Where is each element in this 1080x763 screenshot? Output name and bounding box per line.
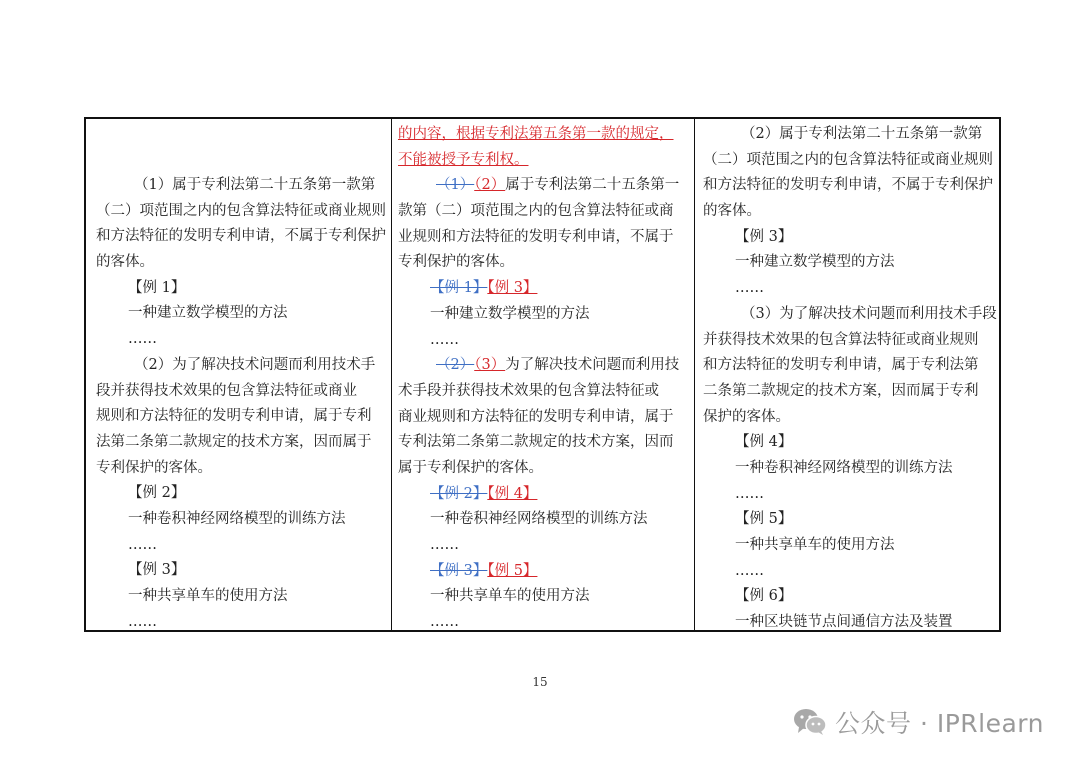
example-label <box>398 482 686 508</box>
text-line: （二）项范围之内的包含算法特征或商业规则 <box>703 151 993 168</box>
deleted-text: （2） <box>436 357 475 374</box>
text-line: 和方法特征的发明专利申请，不属于专利保护 <box>96 228 386 245</box>
column-revision-marked <box>392 119 695 630</box>
deleted-text: （1） <box>436 177 475 194</box>
ellipsis: …… <box>735 280 764 297</box>
column-original <box>86 119 392 630</box>
text-line: 保护的客体。 <box>703 408 790 425</box>
example-text: 一种共享单车的使用方法 <box>735 537 895 553</box>
ellipsis: …… <box>430 331 459 348</box>
text-line <box>398 353 686 379</box>
text-line: （二）项范围之内的包含算法特征或商业规则 <box>96 202 386 219</box>
example-text: 一种建立数学模型的方法 <box>128 305 288 322</box>
text-span: 属于专利法第二十五条第一 <box>505 177 680 194</box>
text-line: 属于专利保护的客体。 <box>398 459 543 476</box>
example-label: 【例 6】 <box>735 588 793 605</box>
text-line: （2）为了解决技术问题而利用技术手 <box>134 356 376 373</box>
text-line: 段并获得技术效果的包含算法特征或商业 <box>96 382 357 399</box>
example-label: 【例 3】 <box>128 562 186 579</box>
example-label: 【例 4】 <box>735 434 793 451</box>
example-label: 【例 1】 <box>128 279 186 296</box>
example-label: 【例 3】 <box>735 228 793 245</box>
inserted-text: 不能被授予专利权。 <box>398 151 529 168</box>
text-line: 专利保护的客体。 <box>398 254 514 271</box>
ellipsis: …… <box>128 536 157 553</box>
example-label <box>398 559 686 585</box>
inserted-text: 【例 3】 <box>487 280 538 297</box>
text-line: （3）为了解决技术问题而利用技术手段 <box>741 305 997 322</box>
deleted-text: 【例 1】 <box>430 280 488 297</box>
deleted-text: 【例 3】 <box>430 562 488 579</box>
example-text: 一种卷积神经网络模型的训练方法 <box>128 510 346 527</box>
text-line: 专利法第二条第二款规定的技术方案，因而 <box>398 434 674 451</box>
ellipsis: …… <box>430 614 459 630</box>
example-text: 一种区块链节点间通信方法及装置 <box>735 614 953 630</box>
text-line: （2）属于专利法第二十五条第一款第 <box>741 126 983 142</box>
example-label: 【例 2】 <box>128 485 186 502</box>
inserted-text: 【例 5】 <box>487 562 538 579</box>
example-label <box>398 276 686 302</box>
ellipsis: …… <box>735 485 764 502</box>
text-line: 专利保护的客体。 <box>96 459 212 476</box>
ellipsis: …… <box>735 562 764 579</box>
text-line: 款第（二）项范围之内的包含算法特征或商 <box>398 203 674 220</box>
text-line: 术手段并获得技术效果的包含算法特征或 <box>398 382 659 399</box>
example-text: 一种共享单车的使用方法 <box>430 588 590 605</box>
text-line: 商业规则和方法特征的发明专利申请，属于 <box>398 408 674 425</box>
deleted-text: 【例 2】 <box>430 485 488 502</box>
text-line <box>398 173 686 199</box>
inserted-text: 【例 4】 <box>487 485 538 502</box>
text-line: （1）属于专利法第二十五条第一款第 <box>134 177 376 193</box>
example-text: 一种建立数学模型的方法 <box>430 305 590 322</box>
inserted-text: 的内容，根据专利法第五条第一款的规定， <box>398 126 674 142</box>
text-line: 法第二条第二款规定的技术方案，因而属于 <box>96 433 372 450</box>
example-label: 【例 5】 <box>735 511 793 528</box>
text-line: 的客体。 <box>96 254 154 271</box>
ellipsis: …… <box>430 537 459 553</box>
text-line: 并获得技术效果的包含算法特征或商业规则 <box>703 331 979 348</box>
ellipsis: …… <box>128 331 157 348</box>
ellipsis: …… <box>128 613 157 630</box>
inserted-text: （3） <box>474 357 506 374</box>
text-span: 为了解决技术问题而利用技 <box>505 357 680 374</box>
text-line: 的客体。 <box>703 203 761 220</box>
text-line: 业规则和方法特征的发明专利申请，不属于 <box>398 228 674 245</box>
column-revised <box>695 119 999 630</box>
example-text: 一种卷积神经网络模型的训练方法 <box>430 511 648 528</box>
example-text: 一种建立数学模型的方法 <box>735 254 895 271</box>
example-text: 一种卷积神经网络模型的训练方法 <box>735 459 953 476</box>
page-number: 15 <box>532 675 548 689</box>
comparison-table <box>84 117 1001 632</box>
watermark <box>793 704 1044 740</box>
text-line: 和方法特征的发明专利申请，属于专利法第 <box>703 357 979 374</box>
watermark-text: 公众号 · IPRlearn <box>835 709 1044 738</box>
text-line: 二条第二款规定的技术方案，因而属于专利 <box>703 382 979 399</box>
text-line: 和方法特征的发明专利申请，不属于专利保护 <box>703 177 993 194</box>
example-text: 一种共享单车的使用方法 <box>128 588 288 604</box>
wechat-icon <box>793 708 827 736</box>
text-line: 规则和方法特征的发明专利申请，属于专利 <box>96 408 372 425</box>
inserted-text: （2） <box>474 177 506 194</box>
